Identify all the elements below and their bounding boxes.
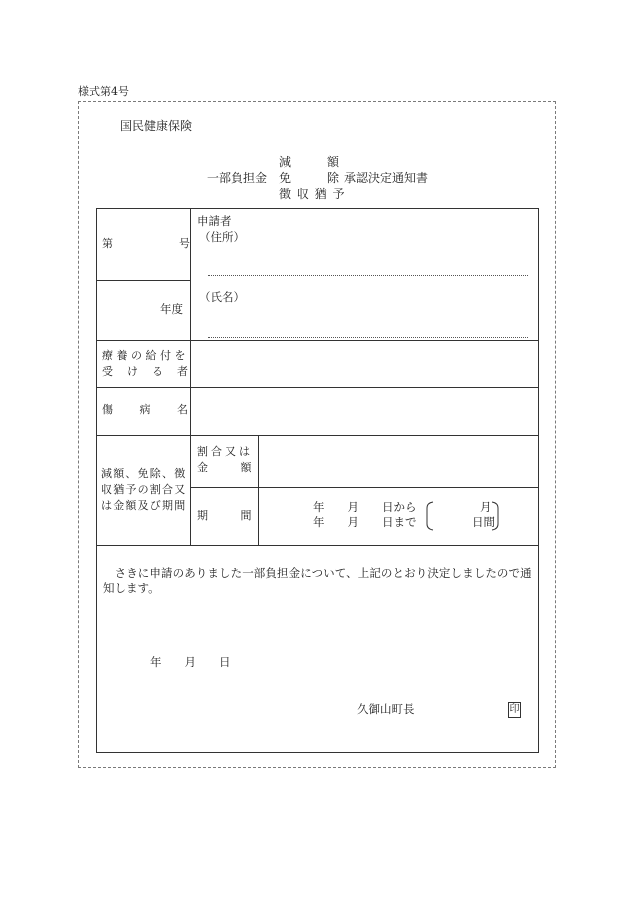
- title-suffix: 承認決定通知書: [344, 171, 429, 185]
- title-option-exemption: 免 除: [279, 171, 340, 185]
- applicant-address-line: [208, 275, 528, 276]
- applicant-name-label: （氏名）: [199, 290, 245, 304]
- decision-label-line: 収猶予の割合又: [101, 483, 187, 496]
- issuer-name: 久御山町長: [357, 702, 415, 716]
- label-column-divider: [190, 208, 191, 545]
- notice-date: 年 月 日: [150, 655, 231, 669]
- row-divider-injury: [96, 435, 539, 436]
- fiscal-year-label: 年度: [160, 302, 183, 316]
- sub-label-column-divider: [258, 435, 259, 545]
- title-option-deferral: 徴 収 猶 予: [279, 187, 346, 201]
- period-label: 期 間: [197, 509, 255, 522]
- number-year-divider: [96, 280, 191, 281]
- injury-label: 傷 病 名: [102, 403, 190, 416]
- ratio-label-line: 金 額: [197, 461, 255, 474]
- row-divider-ratio: [190, 487, 539, 488]
- applicant-label: 申請者: [197, 214, 232, 228]
- decision-label-line: 減額、免除、徴: [101, 467, 187, 480]
- row-divider-recipient: [96, 387, 539, 388]
- duration-months: 月: [480, 500, 492, 514]
- recipient-label-line2: 受 け る 者: [102, 365, 190, 378]
- title-option-reduction: 減 額: [279, 155, 340, 169]
- row-divider-applicant: [96, 340, 539, 341]
- seal-mark: 印: [508, 702, 521, 718]
- number-label: 第 号: [102, 237, 190, 250]
- duration-days: 日間: [472, 515, 495, 529]
- form-table: [96, 208, 539, 753]
- period-from: 年 月 日から: [313, 500, 417, 514]
- form-number: 様式第4号: [78, 85, 129, 98]
- applicant-address-label: （住所）: [199, 230, 245, 244]
- applicant-name-line: [208, 337, 528, 338]
- insurance-type: 国民健康保険: [120, 119, 193, 133]
- recipient-label-line1: 療養の給付を: [102, 349, 189, 362]
- row-divider-notice: [96, 545, 539, 546]
- decision-label-line: は金額及び期間: [101, 499, 187, 512]
- ratio-label-line: 割合又は: [197, 445, 253, 458]
- title-prefix: 一部負担金: [207, 171, 268, 185]
- notice-body-line1: さきに申請のありました一部負担金について、上記のとおり決定しましたので通: [103, 566, 532, 580]
- period-to: 年 月 日まで: [313, 515, 417, 529]
- notice-body-line2: 知します。: [103, 581, 160, 595]
